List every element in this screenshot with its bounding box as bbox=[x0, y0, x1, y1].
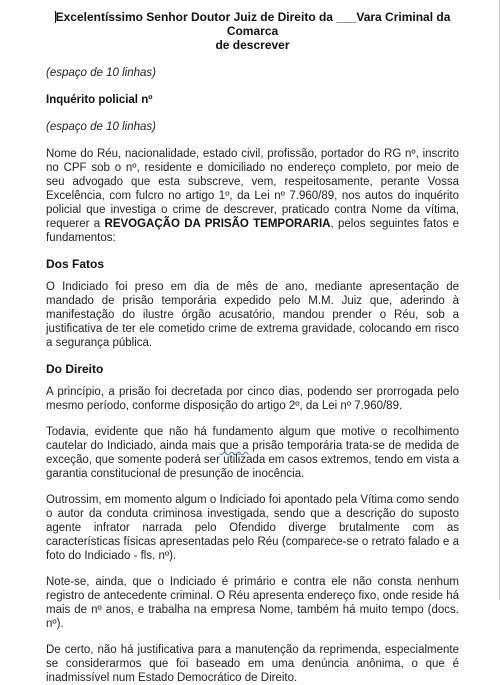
intro-paragraph bbox=[46, 147, 459, 245]
direito-paragraph-4: Note-se, ainda, que o Indiciado é primário e contra ele não consta nenhum registro de antecedente criminal. O Réu apresenta endereço fixo, onde reside há mais de nº anos, e trabalha na empresa Nome, também há muito tempo (docs. nº). bbox=[46, 576, 459, 630]
title-line1-post: Vara Criminal da Comarca bbox=[226, 10, 451, 38]
inquiry-label: Inquérito policial nº bbox=[46, 94, 153, 106]
direito-paragraph-2 bbox=[46, 425, 459, 481]
heading-do-direito: Do Direito bbox=[46, 362, 104, 376]
title-blank: ___ bbox=[336, 10, 357, 24]
direito-p2-pre: Todavia, evidente que não há fundamento algum que motive o recolhimento cautelar do Indiciado, ainda mais bbox=[46, 426, 459, 452]
direito-paragraph-3: Outrossim, em momento algum o Indiciado foi apontado pela Vítima como sendo o autor da conduta criminosa investigada, sendo que a descrição do suposto agente infrator narrada pelo Ofendido diverge brutalmente com as características físicas apresentadas pelo Réu (comparece-se o retrato falado e a foto do Indiciado - fls. nº). bbox=[46, 494, 459, 562]
direito-paragraph-5: De certo, não há justificativa para a manutenção da reprimenda, especialmente se considerarmos que foi baseado em uma denúncia anônima, o que é inadmissível num Estado Democrático de Direito. bbox=[46, 644, 459, 684]
intro-request-bold: REVOGAÇÃO DA PRISÃO TEMPORARIA bbox=[104, 218, 331, 230]
fatos-paragraph-1: O Indiciado foi preso em dia de mês de ano, mediante apresentação de mandado de prisão temporária expedido pelo M.M. Juiz que, aderindo à manifestação do ilustre órgão acusatório, mandou prender o Réu, sob a justificativa de ter ele cometido crime de extrema gravidade, colocando em risco a segurança pública. bbox=[46, 281, 459, 349]
space-note-1: (espaço de 10 linhas) bbox=[46, 67, 156, 79]
direito-paragraph-1: A princípio, a prisão foi decretada por cinco dias, podendo ser prorrogada pelo mesmo período, conforme disposição do artigo 2º, da Lei nº 7.960/89. bbox=[46, 386, 459, 412]
direito-p2-post: prisão temporária trata-se de medida de exceção, que somente poderá ser utilizada em casos extremos, tendo em vista a garantia constitucional de presunção de inocência. bbox=[46, 440, 460, 480]
intro-text-pre: Nome do Réu, nacionalidade, estado civil, profissão, portador do RG nº, inscrito no CPF sob o nº, residente e domiciliado no endereço completo, por meio de seu advogado que esta subscreve, vem, respeitosamente, perante Vossa Excelência, com fulcro no artigo 1º, da Lei nº 7.960/89, nos autos do inquérito policial que investiga o crime de descrever, praticado contra Nome da vítima, requerer a bbox=[46, 148, 459, 230]
spellcheck-underline[interactable]: que a bbox=[219, 440, 249, 452]
intro-text-post: , pelos seguintes fatos e fundamentos: bbox=[46, 218, 459, 244]
heading-dos-fatos: Dos Fatos bbox=[46, 257, 105, 271]
title-line1-pre: Excelentíssimo Senhor Doutor Juiz de Direito da bbox=[55, 10, 337, 24]
title-line2: de descrever bbox=[215, 38, 290, 52]
document-title bbox=[46, 10, 459, 52]
space-note-2: (espaço de 10 linhas) bbox=[46, 121, 156, 133]
